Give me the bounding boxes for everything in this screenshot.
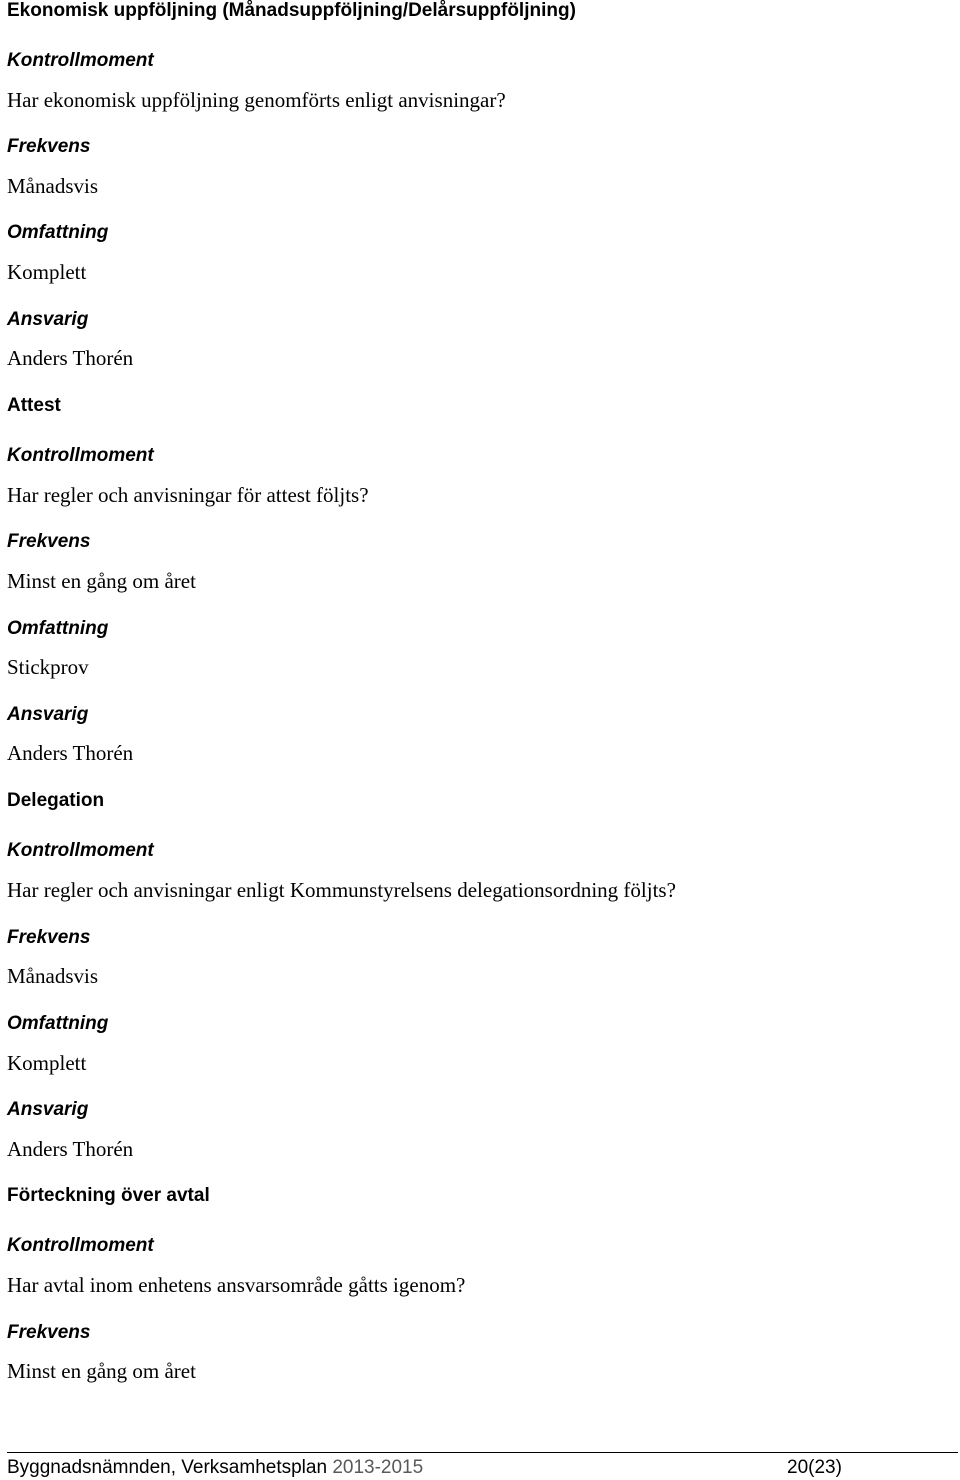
label-ansvarig: Ansvarig — [7, 1099, 89, 1120]
section-title-forteckning-over-avtal: Förteckning över avtal — [7, 1185, 210, 1206]
value-omfattning: Komplett — [7, 260, 87, 284]
value-kontrollmoment: Har avtal inom enhetens ansvarsområde gåtts igenom? — [7, 1273, 466, 1297]
section-title-delegation: Delegation — [7, 790, 105, 811]
value-kontrollmoment: Har regler och anvisningar för attest följts? — [7, 483, 369, 507]
value-ansvarig: Anders Thorén — [7, 741, 134, 765]
footer-years: 2013-2015 — [332, 1457, 424, 1478]
value-frekvens: Minst en gång om året — [7, 1359, 196, 1383]
label-ansvarig: Ansvarig — [7, 704, 89, 725]
label-frekvens: Frekvens — [7, 531, 91, 552]
section-title-ekonomisk-uppfoljning: Ekonomisk uppföljning (Månadsuppföljning/Delårsuppföljning) — [7, 0, 576, 21]
value-omfattning: Komplett — [7, 1051, 87, 1075]
label-kontrollmoment: Kontrollmoment — [7, 445, 154, 466]
label-kontrollmoment: Kontrollmoment — [7, 1235, 154, 1256]
value-ansvarig: Anders Thorén — [7, 346, 134, 370]
label-kontrollmoment: Kontrollmoment — [7, 50, 154, 71]
value-frekvens: Minst en gång om året — [7, 569, 196, 593]
page-footer — [7, 1452, 958, 1478]
value-frekvens: Månadsvis — [7, 964, 98, 988]
label-frekvens: Frekvens — [7, 1322, 91, 1343]
value-omfattning: Stickprov — [7, 655, 89, 679]
footer-document-title — [7, 1456, 423, 1480]
label-omfattning: Omfattning — [7, 618, 109, 639]
value-frekvens: Månadsvis — [7, 174, 98, 198]
label-kontrollmoment: Kontrollmoment — [7, 840, 154, 861]
footer-page-total: (23) — [808, 1457, 842, 1478]
label-ansvarig: Ansvarig — [7, 309, 89, 330]
value-kontrollmoment: Har regler och anvisningar enligt Kommunstyrelsens delegationsordning följts? — [7, 878, 676, 902]
footer-page-number — [787, 1456, 842, 1480]
footer-page-current: 20 — [787, 1457, 809, 1478]
section-title-attest: Attest — [7, 395, 61, 416]
label-frekvens: Frekvens — [7, 927, 91, 948]
value-kontrollmoment: Har ekonomisk uppföljning genomförts enligt anvisningar? — [7, 88, 506, 112]
label-omfattning: Omfattning — [7, 222, 109, 243]
footer-title-text: Byggnadsnämnden, Verksamhetsplan — [7, 1457, 333, 1478]
label-omfattning: Omfattning — [7, 1013, 109, 1034]
label-frekvens: Frekvens — [7, 136, 91, 157]
value-ansvarig: Anders Thorén — [7, 1137, 134, 1161]
